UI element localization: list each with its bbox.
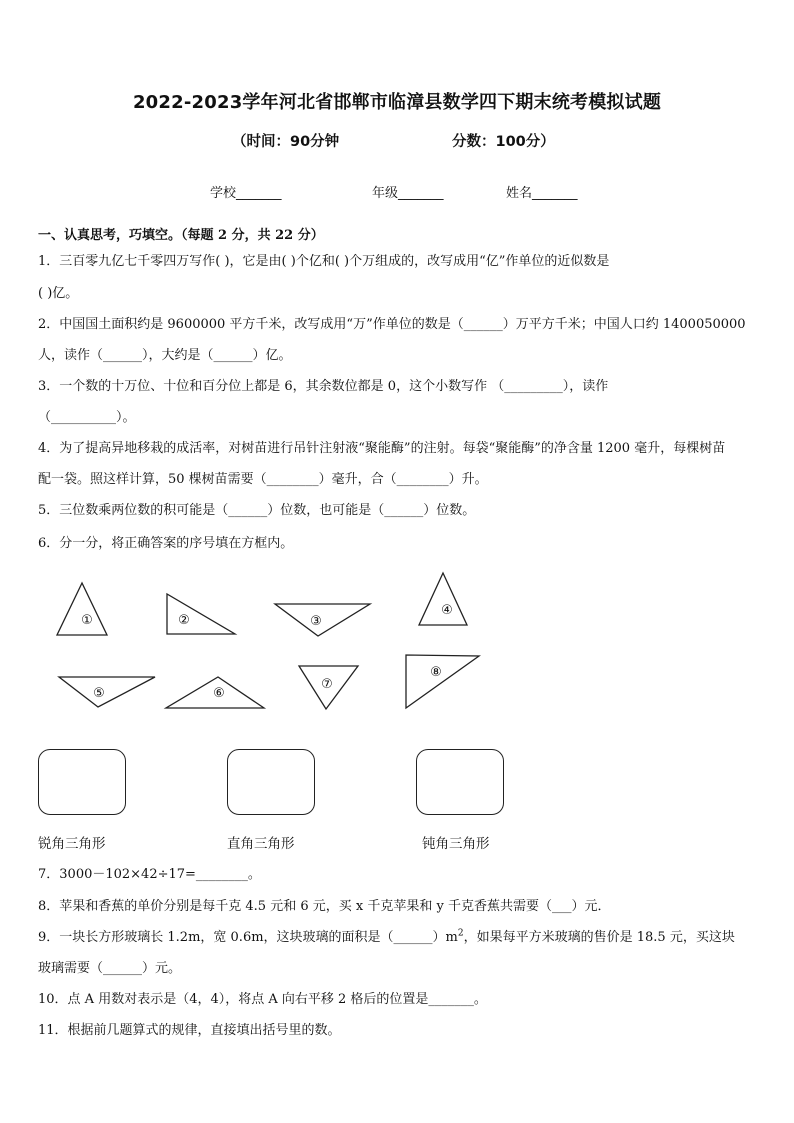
question-4-line-2: 配一袋。照这样计算，50 棵树苗需要（________）毫升，合（________）升。 [38, 472, 488, 487]
exam-time: （时间：90分钟 [232, 134, 340, 150]
triangles-figure [0, 560, 794, 720]
page-title: 2022-2023学年河北省邯郸市临漳县数学四下期末统考模拟试题 [132, 92, 662, 113]
acute-triangle-answer-box[interactable] [38, 749, 126, 815]
question-1-line-1: 1．三百零九亿七千零四万写作( )，它是由( )个亿和( )个万组成的，改写成用“亿”作单位的近似数是 [38, 254, 610, 269]
triangle-1-label: ① [81, 613, 93, 628]
grade-field: 年级_______ [372, 186, 444, 201]
obtuse-triangle-answer-box[interactable] [416, 749, 504, 815]
question-1-line-2: ( )亿。 [38, 286, 79, 301]
question-7: 7．3000－102×42÷17=________。 [38, 867, 261, 882]
question-2-line-1: 2．中国国土面积约是 9600000 平方千米，改写成用“万”作单位的数是（______）万平方千米；中国人口约 1400050000 [38, 317, 746, 332]
question-3-line-2: （__________）。 [38, 410, 136, 425]
triangle-4-label: ④ [441, 603, 453, 618]
question-9-text-b: ，如果每平方米玻璃的售价是 18.5 元，买这块 [463, 930, 735, 945]
section-heading: 一、认真思考，巧填空。（每题 2 分，共 22 分） [38, 228, 324, 243]
question-2-line-2: 人，读作（______），大约是（______）亿。 [38, 348, 292, 363]
question-8: 8．苹果和香蕉的单价分别是每千克 4.5 元和 6 元，买 x 千克苹果和 y 千克香蕉共需要（___）元． [38, 899, 611, 914]
triangle-5 [59, 677, 155, 707]
question-9-text-a: 9．一块长方形玻璃长 1.2m，宽 0.6m，这块玻璃的面积是（______）m [38, 930, 458, 945]
question-10: 10．点 A 用数对表示是（4，4），将点 A 向右平移 2 格后的位置是_______。 [38, 992, 487, 1007]
triangle-8 [406, 655, 479, 708]
exam-score: 分数：100分） [452, 134, 555, 150]
triangle-2-label: ② [178, 613, 190, 628]
question-9-line-1 [38, 926, 735, 945]
triangle-8-label: ⑧ [430, 665, 442, 680]
acute-triangle-label: 锐角三角形 [38, 836, 106, 852]
obtuse-triangle-label: 钝角三角形 [422, 836, 490, 852]
question-4-line-1: 4．为了提高异地移栽的成活率，对树苗进行吊针注射液“聚能酶”的注射。每袋“聚能酶”的净含量 1200 毫升，每棵树苗 [38, 441, 726, 456]
triangle-6-label: ⑥ [213, 686, 225, 701]
triangle-3 [275, 604, 370, 636]
question-3-line-1: 3．一个数的十万位、十位和百分位上都是 6，其余数位都是 0，这个小数写作 （_________），读作 [38, 379, 609, 394]
triangle-5-label: ⑤ [93, 686, 105, 701]
triangle-7-label: ⑦ [321, 677, 333, 692]
right-triangle-answer-box[interactable] [227, 749, 315, 815]
question-9-line-2: 玻璃需要（______）元。 [38, 961, 182, 976]
question-5: 5．三位数乘两位数的积可能是（______）位数，也可能是（______）位数。 [38, 503, 476, 518]
name-field: 姓名_______ [506, 186, 578, 201]
right-triangle-label: 直角三角形 [227, 836, 295, 852]
question-6: 6．分一分，将正确答案的序号填在方框内。 [38, 536, 294, 551]
square-superscript: 2 [457, 928, 464, 939]
question-11: 11．根据前几题算式的规律，直接填出括号里的数。 [38, 1023, 341, 1038]
school-field: 学校_______ [210, 186, 282, 201]
triangle-3-label: ③ [310, 614, 322, 629]
